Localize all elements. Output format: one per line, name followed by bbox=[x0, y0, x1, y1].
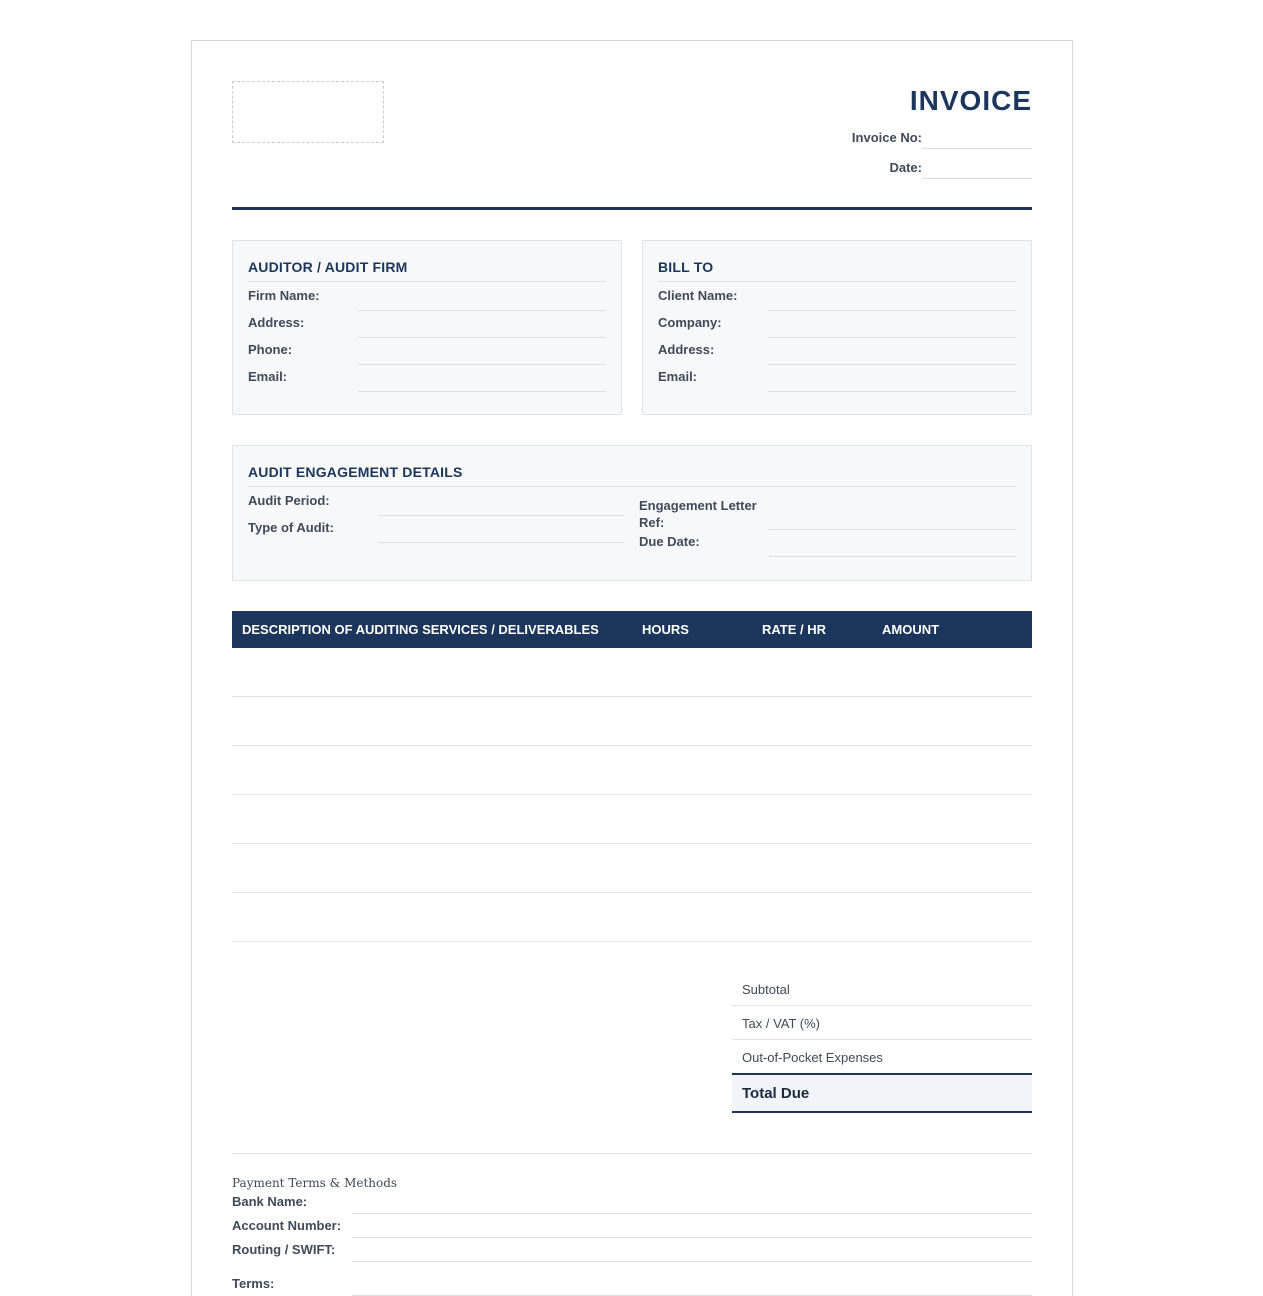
field-label: Due Date: bbox=[639, 534, 700, 549]
auditor-phone-field[interactable] bbox=[248, 338, 606, 365]
bank-name-field[interactable] bbox=[232, 1190, 1032, 1214]
invoice-no-field[interactable] bbox=[782, 125, 1032, 149]
table-row[interactable] bbox=[232, 746, 1032, 795]
table-row[interactable] bbox=[232, 795, 1032, 844]
field-label: Address: bbox=[658, 342, 715, 357]
field-input-line[interactable] bbox=[769, 556, 1016, 557]
field-label: Audit Period: bbox=[248, 493, 330, 508]
total-due-row[interactable] bbox=[732, 1073, 1032, 1113]
expenses-label: Out-of-Pocket Expenses bbox=[742, 1050, 883, 1065]
tax-label: Tax / VAT (%) bbox=[742, 1016, 821, 1031]
field-label: Type of Audit: bbox=[248, 520, 334, 535]
invoice-no-label: Invoice No: bbox=[851, 130, 922, 145]
invoice-date-label: Date: bbox=[889, 160, 922, 175]
engagement-section-title: AUDIT ENGAGEMENT DETAILS bbox=[248, 464, 1016, 487]
invoice-no-input-line[interactable] bbox=[922, 148, 1032, 149]
bill-to-section-title: BILL TO bbox=[658, 259, 1016, 282]
payment-divider bbox=[232, 1153, 1032, 1154]
field-label: Account Number: bbox=[232, 1218, 342, 1233]
auditor-section-title: AUDITOR / AUDIT FIRM bbox=[248, 259, 606, 282]
client-name-field[interactable] bbox=[658, 284, 1016, 311]
field-input-line[interactable] bbox=[352, 1261, 1032, 1262]
auditor-email-field[interactable] bbox=[248, 365, 606, 392]
due-date-field[interactable] bbox=[639, 530, 1016, 557]
field-label: Bank Name: bbox=[232, 1194, 308, 1209]
routing-swift-field[interactable] bbox=[232, 1238, 1032, 1262]
field-label: Email: bbox=[248, 369, 288, 384]
invoice-title: INVOICE bbox=[909, 85, 1032, 116]
client-email-field[interactable] bbox=[658, 365, 1016, 392]
table-row[interactable] bbox=[232, 648, 1032, 697]
auditor-section bbox=[232, 240, 622, 415]
total-due-label: Total Due bbox=[742, 1085, 810, 1102]
field-label: Engagement Letter Ref: bbox=[639, 498, 757, 530]
audit-type-field[interactable] bbox=[248, 516, 624, 543]
client-address-field[interactable] bbox=[658, 338, 1016, 365]
services-table-header bbox=[232, 611, 1032, 648]
table-row[interactable] bbox=[232, 697, 1032, 746]
bill-to-section bbox=[642, 240, 1032, 415]
invoice-date-input-line[interactable] bbox=[922, 178, 1032, 179]
company-field[interactable] bbox=[658, 311, 1016, 338]
table-row[interactable] bbox=[232, 893, 1032, 942]
field-label: Routing / SWIFT: bbox=[232, 1242, 336, 1257]
header-divider bbox=[232, 207, 1032, 210]
field-label: Email: bbox=[658, 369, 698, 384]
field-label: Address: bbox=[248, 315, 305, 330]
audit-period-field[interactable] bbox=[248, 489, 624, 516]
logo-placeholder[interactable] bbox=[232, 81, 384, 143]
field-input-line[interactable] bbox=[358, 391, 606, 392]
field-input-line[interactable] bbox=[768, 391, 1016, 392]
firm-name-field[interactable] bbox=[248, 284, 606, 311]
field-label: Phone: bbox=[248, 342, 293, 357]
terms-field[interactable] bbox=[232, 1272, 1032, 1296]
invoice-date-field[interactable] bbox=[782, 155, 1032, 179]
subtotal-label: Subtotal bbox=[742, 982, 790, 997]
engagement-section bbox=[232, 445, 1032, 581]
table-row[interactable] bbox=[232, 844, 1032, 893]
field-label: Company: bbox=[658, 315, 722, 330]
field-input-line[interactable] bbox=[378, 542, 624, 543]
tax-row[interactable] bbox=[732, 1006, 1032, 1040]
subtotal-row[interactable] bbox=[732, 972, 1032, 1006]
payment-section-title: Payment Terms & Methods bbox=[232, 1176, 398, 1190]
column-header-description: DESCRIPTION OF AUDITING SERVICES / DELIVERABLES bbox=[242, 622, 599, 637]
field-label: Client Name: bbox=[658, 288, 738, 303]
field-label: Firm Name: bbox=[248, 288, 320, 303]
engagement-letter-field[interactable] bbox=[639, 489, 1016, 530]
field-label: Terms: bbox=[232, 1276, 275, 1291]
column-header-rate: RATE / HR bbox=[762, 622, 827, 637]
column-header-hours: HOURS bbox=[642, 622, 689, 637]
account-number-field[interactable] bbox=[232, 1214, 1032, 1238]
expenses-row[interactable] bbox=[732, 1040, 1032, 1074]
auditor-address-field[interactable] bbox=[248, 311, 606, 338]
column-header-amount: AMOUNT bbox=[882, 622, 940, 637]
invoice-page bbox=[191, 40, 1073, 1296]
